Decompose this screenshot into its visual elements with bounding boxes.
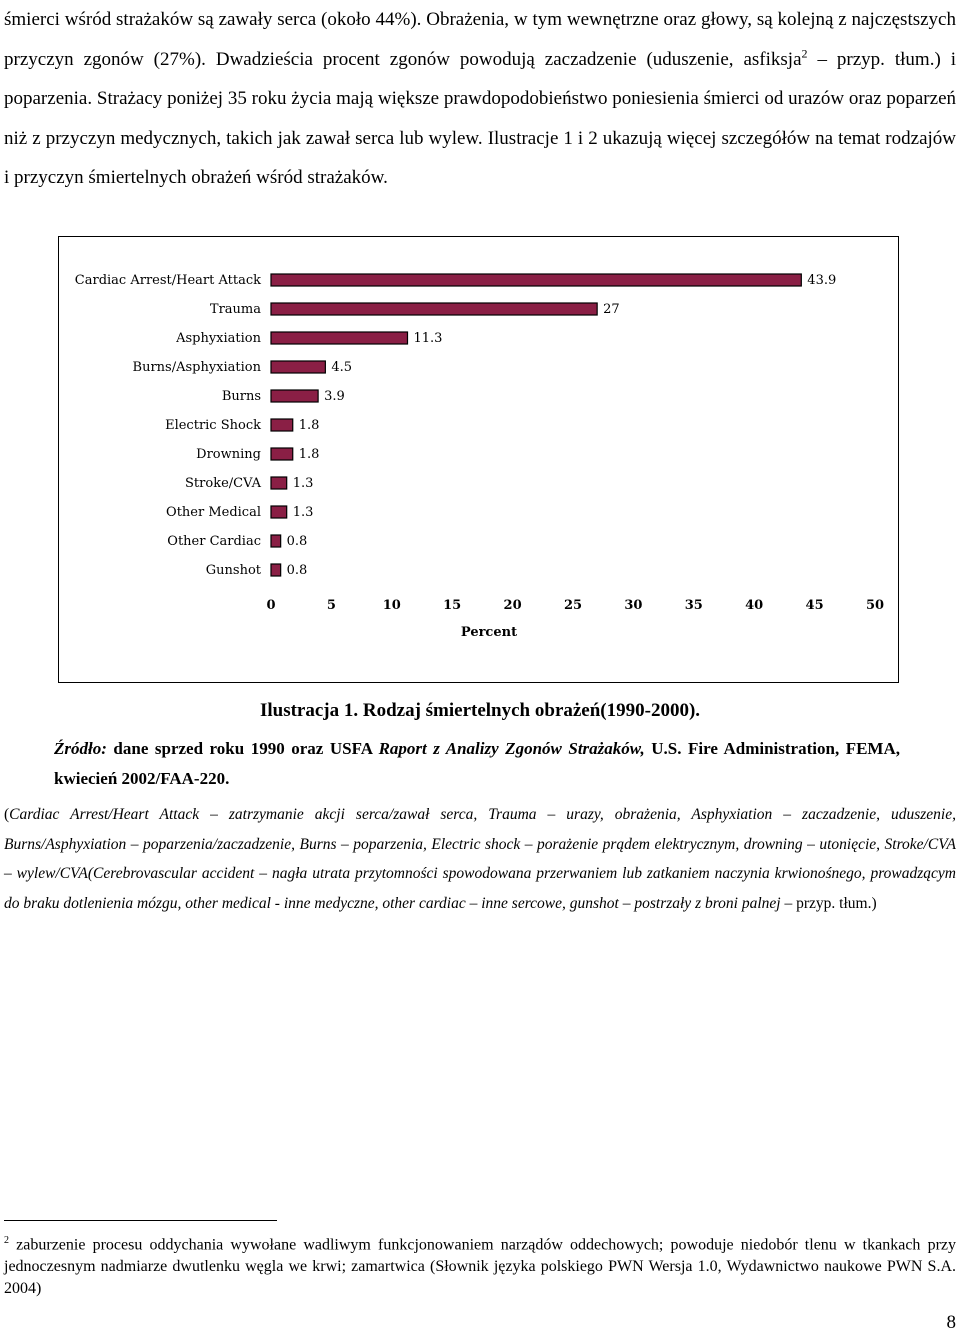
value-label: 27 [603,302,620,317]
body-paragraph [4,0,956,198]
category-label: Burns [221,389,261,404]
bar [271,419,293,431]
x-tick-label: 5 [326,598,336,613]
category-label: Gunshot [205,563,261,578]
x-axis-label: Percent [460,625,518,640]
x-tick-label: 15 [443,598,462,613]
translation-note [4,800,956,918]
footnote-divider [4,1220,277,1221]
value-label: 1.3 [292,476,314,491]
note-text: Cardiac Arrest/Heart Attack – zatrzymanie akcji serca/zawał serca, Trauma – urazy, obrażenia, Asphyxiation – zaczadzenie, uduszenie, Burns/Asphyxiation – poparzenia/zaczadzenie, Burns – poparzenia, Electric shock – porażenie prądem elektrycznym, drowning – utonięcie, Stroke/CVA – wylew/CVA(Cerebrovascular accident – nagła utrata przytomności spowodowana przerwaniem lub zatkaniem naczynia krwionośnego, prowadzącym do braku dotlenienia mózgu, other medical - inne medyczne, other cardiac – inne sercowe, gunshot – postrzały z broni palnej [4,806,956,912]
x-tick-label: 10 [382,598,401,613]
value-label: 43.9 [807,273,837,288]
footnote-text: zaburzenie procesu oddychania wywołane wadliwym funkcjonowaniem narządów oddechowych; powoduje niedobór tlenu w tkankach przy jednoczesnym nadmiarze dwutlenku węgla we krwi; zamartwica (Słownik języka polskiego PWN Wersja 1.0, Wydawnictwo naukowe PWN S.A. 2004) [4,1236,956,1298]
x-tick-label: 45 [805,598,824,613]
footnote [4,1230,956,1300]
value-label: 1.3 [292,505,314,520]
footnote-number: 2 [4,1235,9,1246]
value-label: 1.8 [298,447,320,462]
bar [271,332,408,344]
x-tick-label: 35 [684,598,703,613]
value-label: 0.8 [286,534,308,549]
bar [271,564,281,576]
bar [271,477,287,489]
body-text-part2: – przyp. tłum.) i poparzenia. Strażacy poniżej 35 roku życia mają większe prawdopodobieństwo poniesienia śmierci od urazów oraz poparzeń niż z przyczyn medycznych, takich jak zawał serca lub wylew. Ilustracje 1 i 2 ukazują więcej szczegółów na temat rodzajów i przyczyn śmiertelnych obrażeń wśród strażaków. [4,48,956,188]
category-label: Other Medical [166,505,261,520]
category-label: Cardiac Arrest/Heart Attack [74,273,261,288]
figure-source [54,734,900,794]
footnote-reference[interactable]: 2 [801,46,808,61]
bar [271,390,318,402]
bar-chart-frame [58,236,899,683]
bar [271,506,287,518]
fatal-injury-bar-chart [59,237,900,684]
bar [271,535,281,547]
x-tick-label: 0 [266,598,276,613]
bar [271,303,597,315]
x-tick-label: 40 [745,598,764,613]
value-label: 4.5 [331,360,353,375]
category-label: Other Cardiac [167,534,261,549]
source-text-2: U.S. Fire Administration, FEMA, kwiecień 2002/FAA-220. [54,739,901,788]
bar [271,361,325,373]
category-label: Electric Shock [165,418,261,433]
x-tick-label: 50 [865,598,885,613]
source-label: Źródło: [54,739,107,758]
category-label: Drowning [196,447,261,462]
category-label: Asphyxiation [176,331,261,346]
source-report-title: Raport z Analizy Zgonów Strażaków, [378,739,645,758]
value-label: 11.3 [413,331,443,346]
source-text-1: dane sprzed roku 1990 oraz USFA [106,739,379,758]
x-tick-label: 30 [624,598,643,613]
value-label: 3.9 [324,389,345,404]
note-close: – przyp. tłum.) [780,894,877,912]
category-label: Burns/Asphyxiation [132,360,261,375]
figure-caption: Ilustracja 1. Rodzaj śmiertelnych obrażeń(1990-2000). [259,700,701,721]
x-tick-label: 20 [503,598,522,613]
bar [271,448,293,460]
note-open-paren: ( [4,806,10,823]
value-label: 0.8 [286,563,308,578]
value-label: 1.8 [298,418,320,433]
category-label: Trauma [209,302,261,317]
x-tick-label: 25 [563,598,583,613]
page-number: 8 [946,1312,956,1333]
bar [271,274,801,286]
category-label: Stroke/CVA [185,476,261,491]
body-text-part1: śmierci wśród strażaków są zawały serca (około 44%). Obrażenia, w tym wewnętrzne oraz głowy, są kolejną z najczęstszych przyczyn zgonów (27%). Dwadzieścia procent zgonów powodują zaczadzenie (uduszenie, asfiksja [4,9,956,70]
